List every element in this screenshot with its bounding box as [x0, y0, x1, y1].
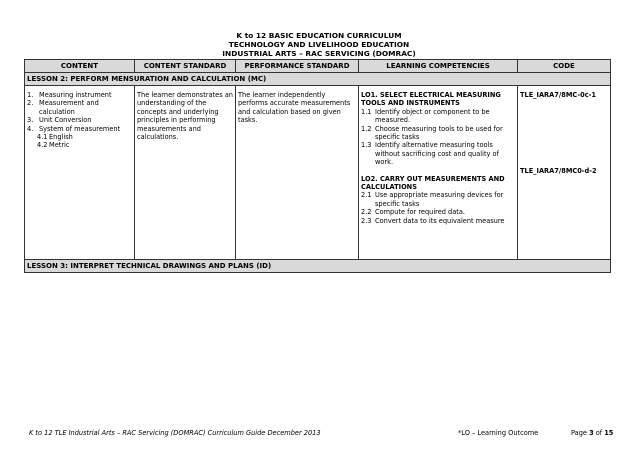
learning-competencies-cell	[359, 86, 518, 260]
lesson-2-title: LESSON 2: PERFORM MENSURATION AND CALCULATION (MC)	[25, 73, 611, 86]
col-header-content-standard: CONTENT STANDARD	[135, 60, 236, 73]
table-header-row	[25, 60, 611, 73]
table-row	[25, 86, 611, 260]
curriculum-table	[24, 59, 611, 273]
doc-subtitle: TECHNOLOGY AND LIVELIHOOD EDUCATION	[228, 40, 410, 49]
footer-legend: *LO – Learning Outcome	[458, 429, 539, 437]
list-item: 1.3 Identify alternative measuring tools without sacrificing cost and quality of work.	[361, 141, 499, 167]
doc-title: K to 12 BASIC EDUCATION CURRICULUM	[236, 31, 402, 40]
list-item: 2.3 Convert data to its equivalent measure	[361, 216, 505, 225]
list-item: 1.1 Identify object or component to be measured.	[361, 107, 490, 125]
list-item: 2.1 Use appropriate measuring devices for specific tasks	[361, 191, 504, 208]
list-item: 2.2 Compute for required data.	[361, 208, 465, 217]
lesson-3-title: LESSON 3: INTERPRET TECHNICAL DRAWINGS AND PLANS (ID)	[25, 260, 611, 273]
content-standard-cell: The learner demonstrates an understanding of the concepts and underlying principles in performing measurements and calculations.	[135, 86, 236, 260]
lo1-code: TLE_IARA7/8MC-0c-1	[520, 91, 596, 99]
col-header-code: CODE	[518, 60, 611, 73]
code-cell	[518, 86, 611, 260]
col-header-learning-competencies: LEARNING COMPETENCIES	[359, 60, 518, 73]
lo2-code: TLE_IARA7/8MC0-d-2	[520, 167, 597, 176]
lo2-title: LO2. CARRY OUT MEASUREMENTS AND CALCULATIONS	[361, 174, 505, 192]
list-item: 4.2 Metric	[37, 141, 70, 150]
list-item: 4. System of measurement	[27, 124, 121, 133]
doc-subject: INDUSTRIAL ARTS – RAC SERVICING (DOMRAC)	[222, 49, 416, 58]
content-cell	[25, 86, 135, 260]
footer-doc-title: K to 12 TLE Industrial Arts – RAC Servicing (DOMRAC) Curriculum Guide December 2013	[29, 429, 321, 437]
list-item: 4.1 English	[37, 133, 73, 142]
col-header-content: CONTENT	[25, 60, 135, 73]
list-item: 2. Measurement and calculation	[27, 99, 99, 116]
performance-standard-cell: The learner independently performs accurate measurements and calculation based on given tasks.	[236, 86, 359, 260]
col-header-performance-standard: PERFORMANCE STANDARD	[236, 60, 359, 73]
list-item: 1. Measuring instrument	[27, 91, 112, 99]
list-item: 1.2 Choose measuring tools to be used for specific tasks	[361, 124, 503, 142]
lo1-title: LO1. SELECT ELECTRICAL MEASURING TOOLS AND INSTRUMENTS	[361, 91, 501, 108]
list-item: 3. Unit Conversion	[27, 116, 92, 125]
page-number: Page 3 of 15	[571, 429, 614, 437]
